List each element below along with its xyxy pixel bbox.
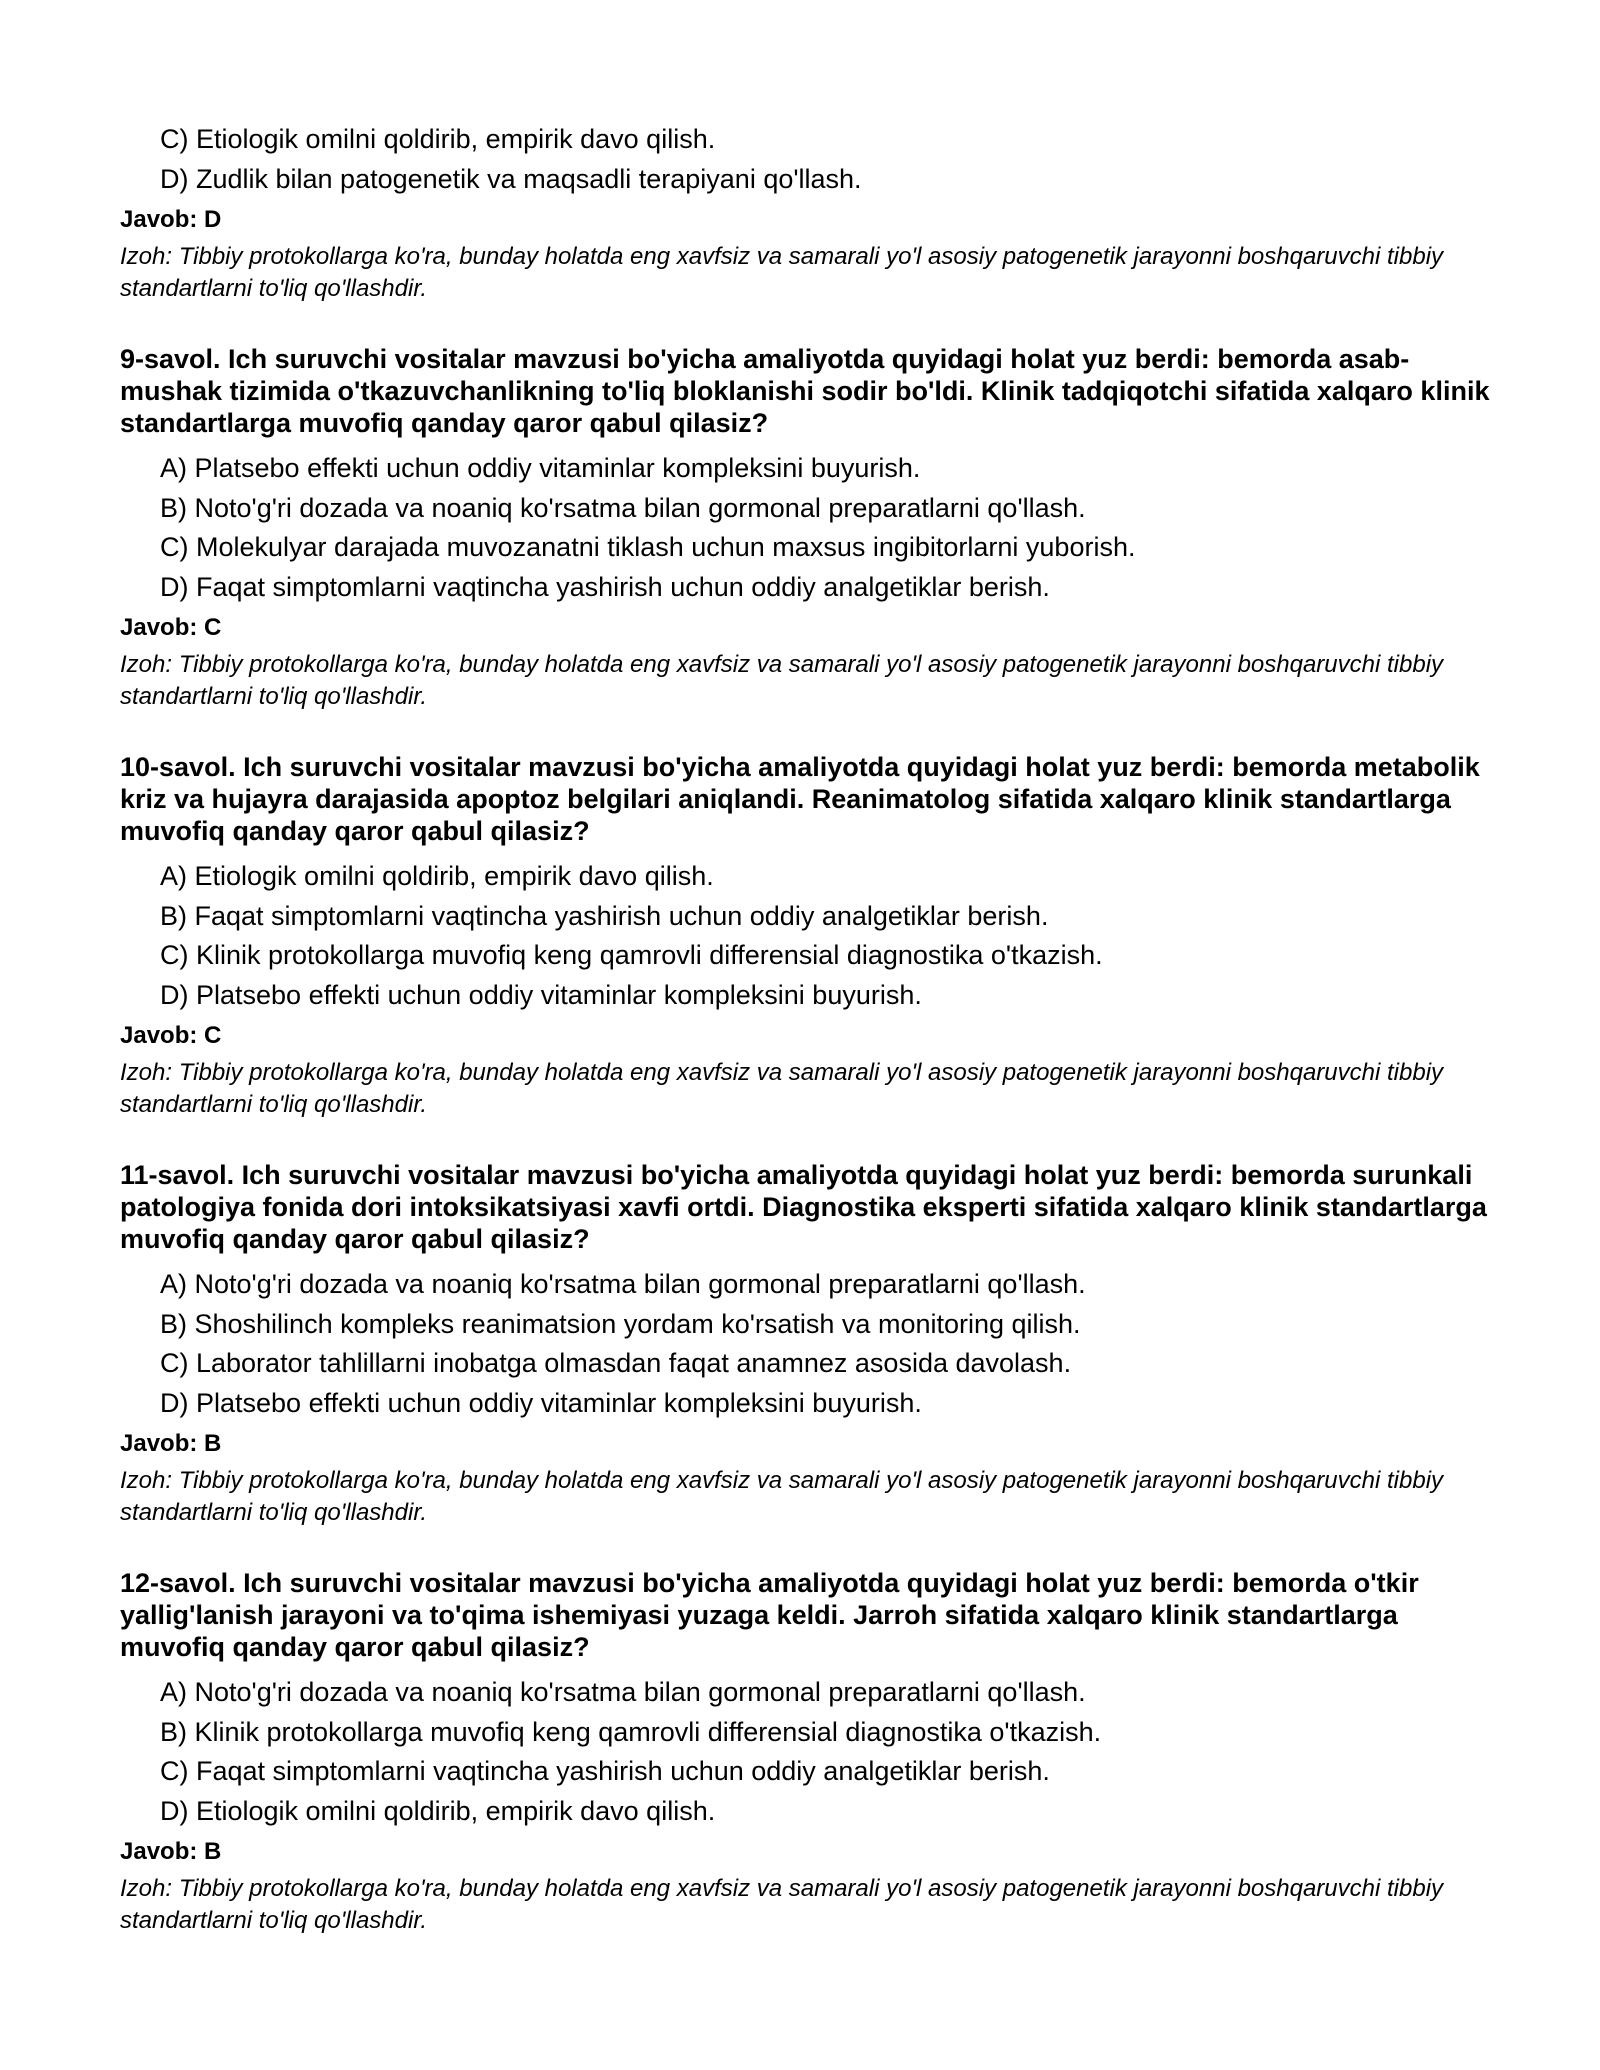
answer-label: Javob: B <box>120 1430 222 1457</box>
question-title: 10-savol. Ich suruvchi vositalar mavzusi bo'yicha amaliyotda quyidagi holat yuz berdi: bemorda metabolik kriz va hujayra darajasida apoptoz belgilari aniqlandi. Reanimatolog sifatida xalqaro klinik standartlarga muvofiq qanday qaror qabul qilasiz? <box>120 752 1480 846</box>
answer-label: Javob: B <box>120 1838 222 1865</box>
option-d: D) Faqat simptomlarni vaqtincha yashirish uchun oddiy analgetiklar berish. <box>160 571 1050 602</box>
option-a: A) Etiologik omilni qoldirib, empirik davo qilish. <box>160 861 714 891</box>
question-title: 9-savol. Ich suruvchi vositalar mavzusi bo'yicha amaliyotda quyidagi holat yuz berdi: bemorda asab-mushak tizimida o'tkazuvchanlikning to'liq bloklanishi sodir bo'ldi. Klinik tadqiqotchi sifatida xalqaro klinik standartlarga muvofiq qanday qaror qabul qilasiz? <box>120 344 1490 438</box>
option-b: B) Noto'g'ri dozada va noaniq ko'rsatma bilan gormonal preparatlarni qo'llash. <box>160 492 1086 523</box>
option-c: C) Faqat simptomlarni vaqtincha yashirish uchun oddiy analgetiklar berish. <box>160 1756 1050 1786</box>
explanation-note: Izoh: Tibbiy protokollarga ko'ra, bunday holatda eng xavfsiz va samarali yo'l asosiy patogenetik jarayonni boshqaruvchi tibbiy standartlarni to'liq qo'llashdir. <box>120 1059 1444 1118</box>
answer-label: Javob: C <box>120 614 222 641</box>
question-block-12 <box>120 1567 1490 1937</box>
option-d: D) Platsebo effekti uchun oddiy vitaminlar kompleksini buyurish. <box>160 979 922 1010</box>
question-block-11 <box>120 1159 1490 1529</box>
option-d: D) Platsebo effekti uchun oddiy vitaminlar kompleksini buyurish. <box>160 1387 922 1418</box>
answer-label: Javob: C <box>120 1022 222 1049</box>
option-a: A) Platsebo effekti uchun oddiy vitaminlar kompleksini buyurish. <box>160 453 921 483</box>
question-block-9 <box>120 343 1490 713</box>
option-c: C) Klinik protokollarga muvofiq keng qamrovli differensial diagnostika o'tkazish. <box>160 940 1103 970</box>
question-title: 11-savol. Ich suruvchi vositalar mavzusi bo'yicha amaliyotda quyidagi holat yuz berdi: bemorda surunkali patologiya fonida dori intoksikatsiyasi xavfi ortdi. Diagnostika eksperti sifatida xalqaro klinik standartlarga muvofiq qanday qaror qabul qilasiz? <box>120 1160 1487 1254</box>
option-c: C) Molekulyar darajada muvozanatni tiklash uchun maxsus ingibitorlarni yuborish. <box>160 532 1136 562</box>
option-c: C) Laborator tahlillarni inobatga olmasdan faqat anamnez asosida davolash. <box>160 1348 1072 1378</box>
option-b: B) Faqat simptomlarni vaqtincha yashirish uchun oddiy analgetiklar berish. <box>160 900 1049 931</box>
option-a: A) Noto'g'ri dozada va noaniq ko'rsatma bilan gormonal preparatlarni qo'llash. <box>160 1677 1086 1707</box>
option-b: B) Shoshilinch kompleks reanimatsion yordam ko'rsatish va monitoring qilish. <box>160 1308 1081 1339</box>
explanation-note: Izoh: Tibbiy protokollarga ko'ra, bunday holatda eng xavfsiz va samarali yo'l asosiy patogenetik jarayonni boshqaruvchi tibbiy standartlarni to'liq qo'llashdir. <box>120 1875 1444 1934</box>
document-page <box>120 120 1490 1937</box>
explanation-note: Izoh: Tibbiy protokollarga ko'ra, bunday holatda eng xavfsiz va samarali yo'l asosiy patogenetik jarayonni boshqaruvchi tibbiy standartlarni to'liq qo'llashdir. <box>120 243 1444 302</box>
option-d: D) Zudlik bilan patogenetik va maqsadli terapiyani qo'llash. <box>160 163 862 194</box>
explanation-note: Izoh: Tibbiy protokollarga ko'ra, bunday holatda eng xavfsiz va samarali yo'l asosiy patogenetik jarayonni boshqaruvchi tibbiy standartlarni to'liq qo'llashdir. <box>120 1467 1444 1526</box>
question-block-10 <box>120 751 1490 1121</box>
option-c: C) Etiologik omilni qoldirib, empirik davo qilish. <box>160 124 716 154</box>
explanation-note: Izoh: Tibbiy protokollarga ko'ra, bunday holatda eng xavfsiz va samarali yo'l asosiy patogenetik jarayonni boshqaruvchi tibbiy standartlarni to'liq qo'llashdir. <box>120 651 1444 710</box>
previous-question-fragment <box>120 120 1490 305</box>
answer-label: Javob: D <box>120 206 222 233</box>
option-b: B) Klinik protokollarga muvofiq keng qamrovli differensial diagnostika o'tkazish. <box>160 1716 1102 1747</box>
option-a: A) Noto'g'ri dozada va noaniq ko'rsatma bilan gormonal preparatlarni qo'llash. <box>160 1269 1086 1299</box>
option-d: D) Etiologik omilni qoldirib, empirik davo qilish. <box>160 1795 716 1826</box>
question-title: 12-savol. Ich suruvchi vositalar mavzusi bo'yicha amaliyotda quyidagi holat yuz berdi: bemorda o'tkir yallig'lanish jarayoni va to'qima ishemiyasi yuzaga keldi. Jarroh sifatida xalqaro klinik standartlarga muvofiq qanday qaror qabul qilasiz? <box>120 1568 1419 1662</box>
